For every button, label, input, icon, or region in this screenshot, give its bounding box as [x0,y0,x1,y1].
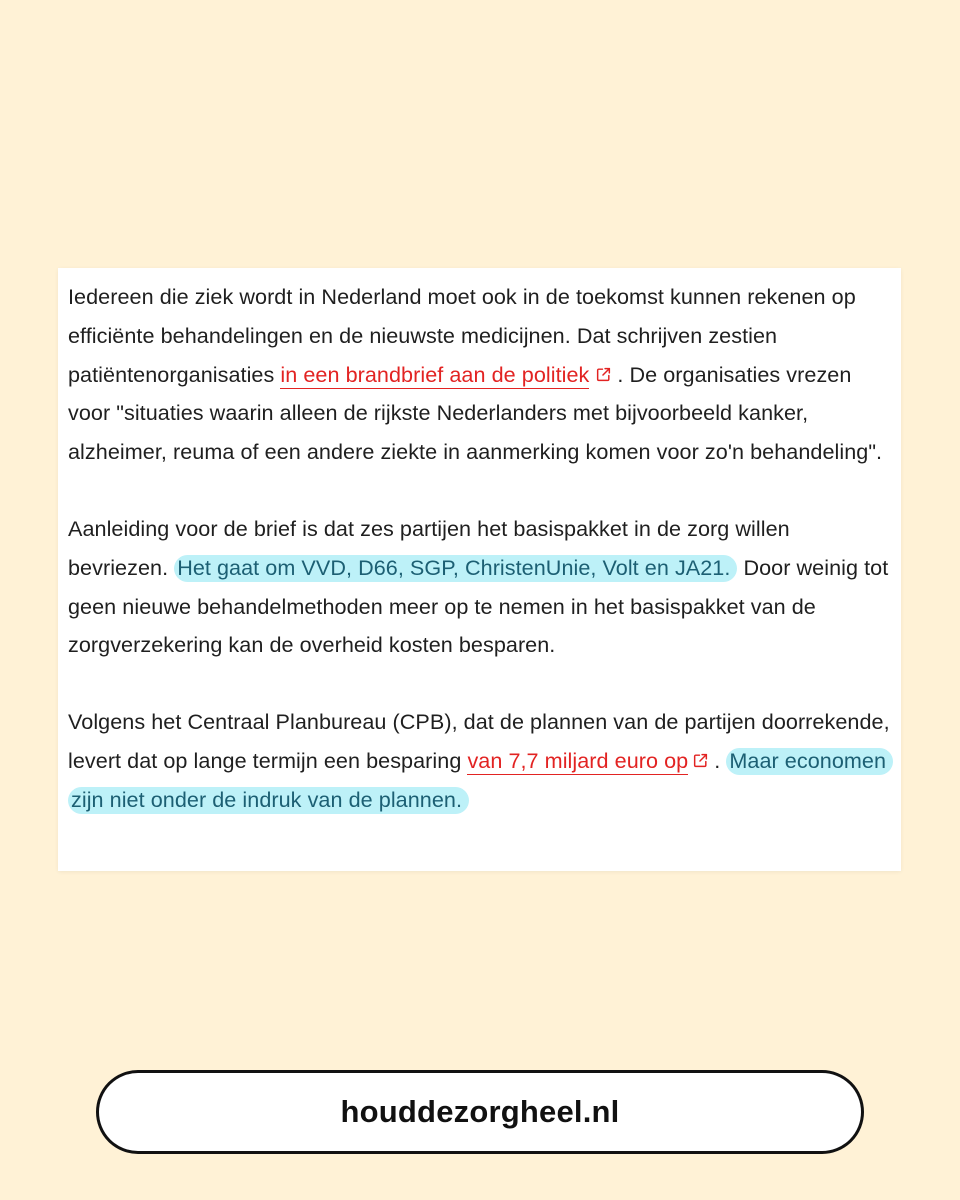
highlighted-parties-text: Het gaat om VVD, D66, SGP, ChristenUnie, Volt en JA21. [174,555,737,582]
paragraph-1-text-start: Iedereen die ziek wordt in Nederland moet ook in de toekomst kunnen rekenen op efficiënte behandelingen en de nieuwste medicijnen. Dat schrijven zestien patiëntenorganisaties [68,284,856,387]
website-button[interactable]: houddezorgheel.nl [96,1070,864,1154]
brandbrief-link[interactable]: in een brandbrief aan de politiek [280,361,590,387]
paragraph-1-text-end: . De organisaties vrezen voor "situaties waarin alleen de rijkste Nederlanders met bijvoorbeeld kanker, alzheimer, reuma of een andere ziekte in aanmerking komen voor zo'n behandeling". [68,361,883,465]
highlighted-economists-text: Maar economen zijn niet onder de indruk van de plannen. [68,748,893,814]
external-link-icon[interactable] [595,366,615,383]
paragraph-2-text-start: Aanleiding voor de brief is dat zes partijen het basispakket in de zorg willen bevriezen. [68,515,790,580]
article-card [58,268,901,871]
paragraph-3-text-start: Volgens het Centraal Planbureau (CPB), dat de plannen van de partijen doorrekende, levert dat op lange termijn een besparing [68,709,890,773]
paragraph-3-period: . [714,747,727,773]
paragraph-1 [68,278,891,472]
paragraph-2-text-end: Door weinig tot geen nieuwe behandelmethoden meer op te nemen in het basispakket van de zorgverzekering kan de overheid kosten besparen. [68,554,889,658]
paragraph-2 [68,510,891,665]
paragraph-3 [68,703,891,819]
external-link-icon[interactable] [692,752,712,769]
besparing-link[interactable]: van 7,7 miljard euro op [467,747,689,773]
